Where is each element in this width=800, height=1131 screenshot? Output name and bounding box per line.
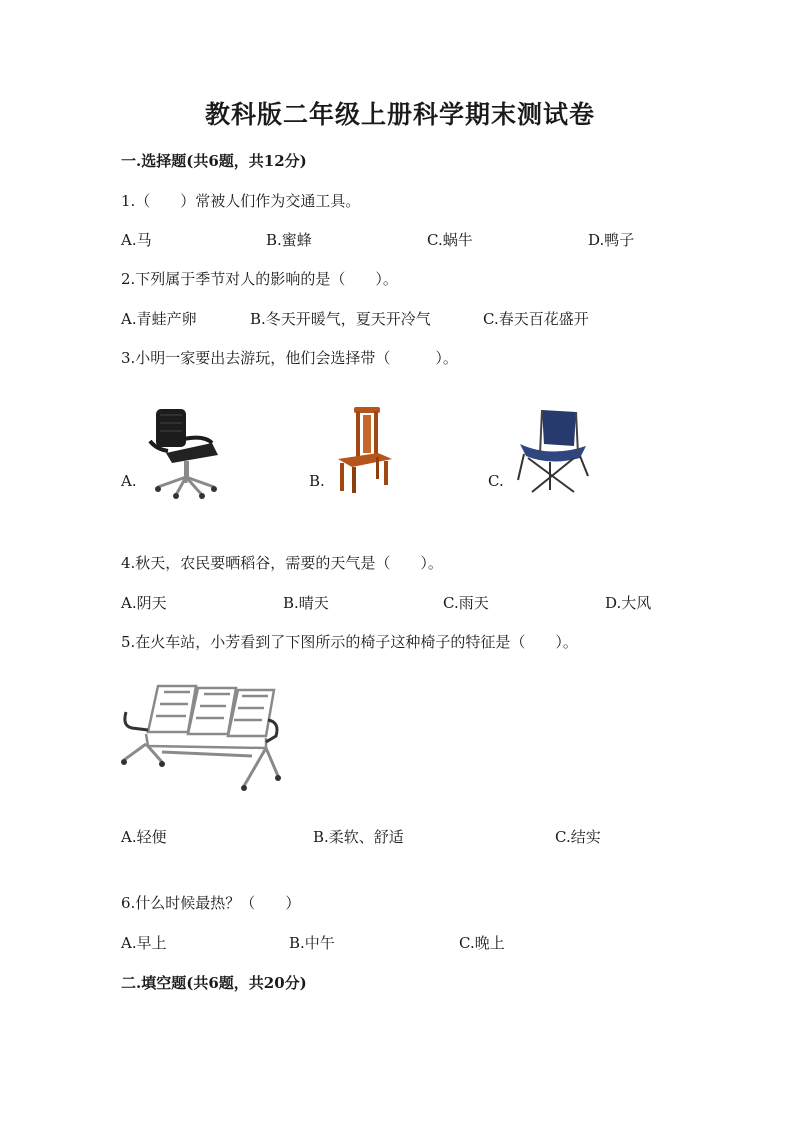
folding-chair-image xyxy=(514,406,592,498)
q5-option-a[interactable]: A.轻便 xyxy=(121,828,167,846)
station-bench-image xyxy=(118,682,282,794)
q5-option-c[interactable]: C.结实 xyxy=(555,828,601,846)
page-title: 教科版二年级上册科学期末测试卷 xyxy=(204,100,595,129)
q4-option-d[interactable]: D.大风 xyxy=(605,594,652,612)
q3-option-a[interactable]: A. xyxy=(121,472,137,490)
section-heading-fill-in: 二.填空题(共6题，共20分) xyxy=(121,974,307,992)
question-5-stem: 5.在火车站，小芳看到了下图所示的椅子这种椅子的特征是（ ）。 xyxy=(121,633,578,651)
question-3-stem: 3.小明一家要出去游玩，他们会选择带（ ）。 xyxy=(121,349,458,367)
q2-option-c[interactable]: C.春天百花盛开 xyxy=(483,310,589,328)
wooden-chair-image xyxy=(334,405,394,495)
question-6-stem: 6.什么时候最热？（ ） xyxy=(121,894,301,912)
question-4-stem: 4.秋天，农民要晒稻谷，需要的天气是（ ）。 xyxy=(121,554,443,572)
section-heading-choice: 一.选择题(共6题，共12分) xyxy=(121,152,307,170)
q1-option-b[interactable]: B.蜜蜂 xyxy=(266,231,312,249)
folding-chair-back xyxy=(542,410,576,446)
q6-option-b[interactable]: B.中午 xyxy=(289,934,335,952)
wooden-chair-back xyxy=(363,415,371,453)
q1-option-c[interactable]: C.蜗牛 xyxy=(427,231,473,249)
q6-option-c[interactable]: C.晚上 xyxy=(459,934,505,952)
q6-option-a[interactable]: A.早上 xyxy=(121,934,167,952)
q5-option-b[interactable]: B.柔软、舒适 xyxy=(313,828,404,846)
q1-option-d[interactable]: D.鸭子 xyxy=(588,231,635,249)
question-1-stem: 1.（ ）常被人们作为交通工具。 xyxy=(121,192,361,210)
question-2-stem: 2.下列属于季节对人的影响的是（ ）。 xyxy=(121,270,398,288)
q2-option-b[interactable]: B.冬天开暖气，夏天开冷气 xyxy=(250,310,431,328)
q1-option-a[interactable]: A.马 xyxy=(121,231,152,249)
wooden-chair-seat xyxy=(338,453,392,467)
q4-option-b[interactable]: B.晴天 xyxy=(283,594,329,612)
q3-option-b[interactable]: B. xyxy=(309,472,325,490)
q2-option-a[interactable]: A.青蛙产卵 xyxy=(121,310,197,328)
office-chair-image xyxy=(146,405,224,500)
q3-option-c[interactable]: C. xyxy=(488,472,504,490)
q4-option-c[interactable]: C.雨天 xyxy=(443,594,489,612)
q4-option-a[interactable]: A.阴天 xyxy=(121,594,167,612)
